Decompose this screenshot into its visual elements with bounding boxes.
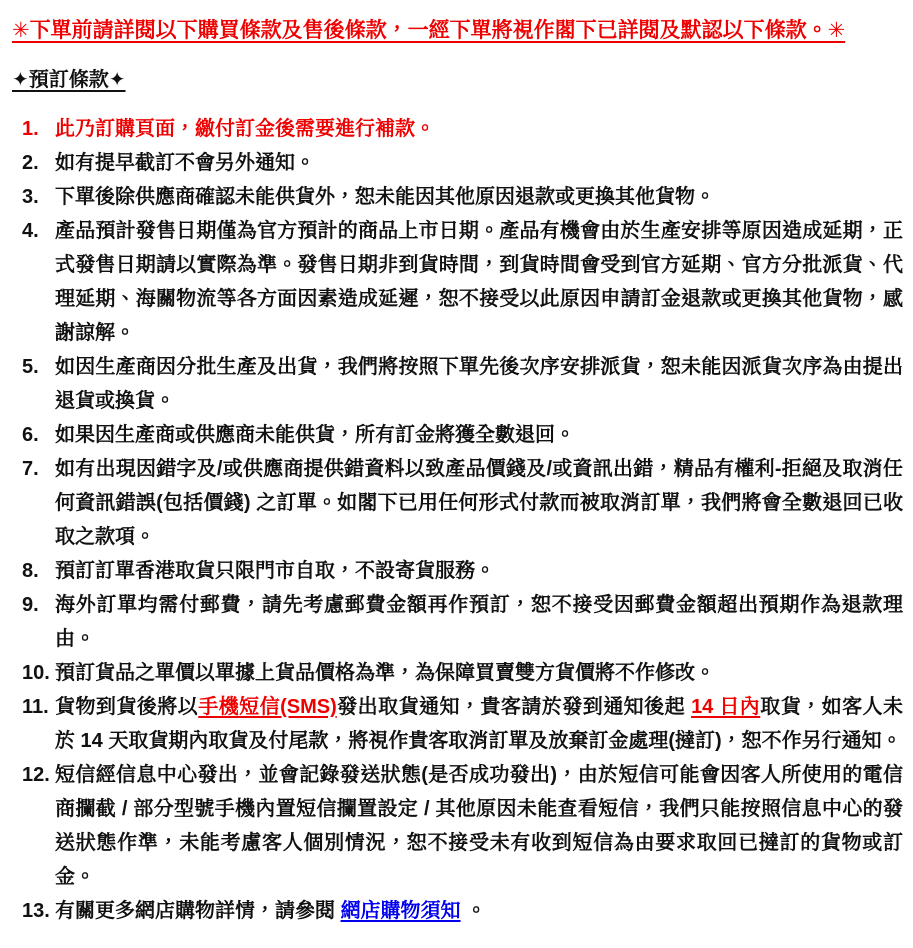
text-segment: 預訂貨品之單價以單據上貨品價格為準，為保障買賣雙方貨價將不作修改。 xyxy=(55,662,715,684)
term-text xyxy=(55,350,907,418)
text-segment: 短信經信息中心發出，並會記錄發送狀態(是否成功發出)，由於短信可能會因客人所使用的電信商攔截 / 部分型號手機內置短信攔置設定 / 其他原因未能查看短信，我們只能按照信息中心的發送狀態作準，未能考慮客人個別情況，恕不接受未有收到短信為由要求取回已撻訂的貨物或訂金。 xyxy=(55,764,903,888)
term-text xyxy=(55,894,907,928)
term-text xyxy=(55,112,907,146)
term-item xyxy=(10,452,907,554)
term-text xyxy=(55,758,907,894)
term-item xyxy=(10,554,907,588)
term-number: 8. xyxy=(22,560,39,582)
term-text xyxy=(55,418,907,452)
term-item xyxy=(10,146,907,180)
term-number: 13. xyxy=(22,900,50,922)
term-item xyxy=(10,656,907,690)
term-number: 9. xyxy=(22,594,39,616)
term-item xyxy=(10,418,907,452)
text-segment: 。 xyxy=(460,900,487,922)
text-segment: 取貨，如客人未於 14 天取貨期內取貨及付尾款，將視作貴客取消訂單及放棄訂金處理(撻訂)，恕不作另行通知。 xyxy=(55,696,904,752)
term-number: 5. xyxy=(22,356,39,378)
term-item xyxy=(10,180,907,214)
section-title-preorder-terms: ✦預訂條款✦ xyxy=(12,69,126,91)
text-segment: 貨物到貨後將以 xyxy=(55,696,199,718)
term-number: 11. xyxy=(22,696,49,718)
term-text xyxy=(55,554,907,588)
text-segment: 下單後除供應商確認未能供貨外，恕未能因其他原因退款或更換其他貨物。 xyxy=(55,186,715,208)
term-text xyxy=(55,656,907,690)
pickup-deadline-highlight: 14 日內 xyxy=(691,696,761,718)
term-text xyxy=(55,452,907,554)
term-number: 2. xyxy=(22,152,39,174)
sms-notice-highlight: 手機短信(SMS) xyxy=(198,696,337,718)
term-item xyxy=(10,758,907,894)
term-text xyxy=(55,690,907,758)
term-item xyxy=(10,894,907,928)
term-number: 7. xyxy=(22,458,39,480)
text-segment: 此乃訂購頁面，繳付訂金後需要進行補款。 xyxy=(55,118,435,140)
text-segment: 有關更多網店購物詳情，請參閱 xyxy=(55,900,341,922)
term-item xyxy=(10,214,907,350)
term-item xyxy=(10,690,907,758)
text-segment: 如果因生產商或供應商未能供貨，所有訂金將獲全數退回。 xyxy=(55,424,575,446)
term-number: 4. xyxy=(22,220,39,242)
store-shopping-notice-link[interactable]: 網店購物須知 xyxy=(340,900,461,922)
term-text xyxy=(55,146,907,180)
text-segment: 發出取貨通知，貴客請於發到通知後起 xyxy=(336,696,692,718)
term-text xyxy=(55,588,907,656)
text-segment: 產品預計發售日期僅為官方預計的商品上市日期。產品有機會由於生產安排等原因造成延期，正式發售日期請以實際為準。發售日期非到貨時間，到貨時間會受到官方延期、官方分批派貨、代理延期、海關物流等各方面因素造成延遲，恕不接受以此原因申請訂金退款或更換其他貨物，感謝諒解。 xyxy=(55,220,903,344)
term-number: 10. xyxy=(22,662,50,684)
text-segment: 預訂訂單香港取貨只限門市自取，不設寄貨服務。 xyxy=(55,560,495,582)
term-item xyxy=(10,588,907,656)
term-text xyxy=(55,214,907,350)
text-segment: 如因生產商因分批生產及出貨，我們將按照下單先後次序安排派貨，恕未能因派貨次序為由提出退貨或換貨。 xyxy=(55,356,903,412)
text-segment: 如有提早截訂不會另外通知。 xyxy=(55,152,315,174)
term-number: 3. xyxy=(22,186,39,208)
terms-list xyxy=(10,112,907,928)
text-segment: 海外訂單均需付郵費，請先考慮郵費金額再作預訂，恕不接受因郵費金額超出預期作為退款理由。 xyxy=(55,594,903,650)
pre-order-notice-banner: ✳下單前請詳閱以下購買條款及售後條款，一經下單將視作閣下已詳閱及默認以下條款。✳ xyxy=(12,19,846,42)
term-item xyxy=(10,350,907,418)
term-text xyxy=(55,180,907,214)
term-number: 1. xyxy=(22,118,39,140)
text-segment: 如有出現因錯字及/或供應商提供錯資料以致產品價錢及/或資訊出錯，精品有權利-拒絕及取消任何資訊錯誤(包括價錢) 之訂單。如閣下已用任何形式付款而被取消訂單，我們將會全數退回已收取之款項。 xyxy=(55,458,903,548)
term-item xyxy=(10,112,907,146)
term-number: 6. xyxy=(22,424,39,446)
term-number: 12. xyxy=(22,764,50,786)
